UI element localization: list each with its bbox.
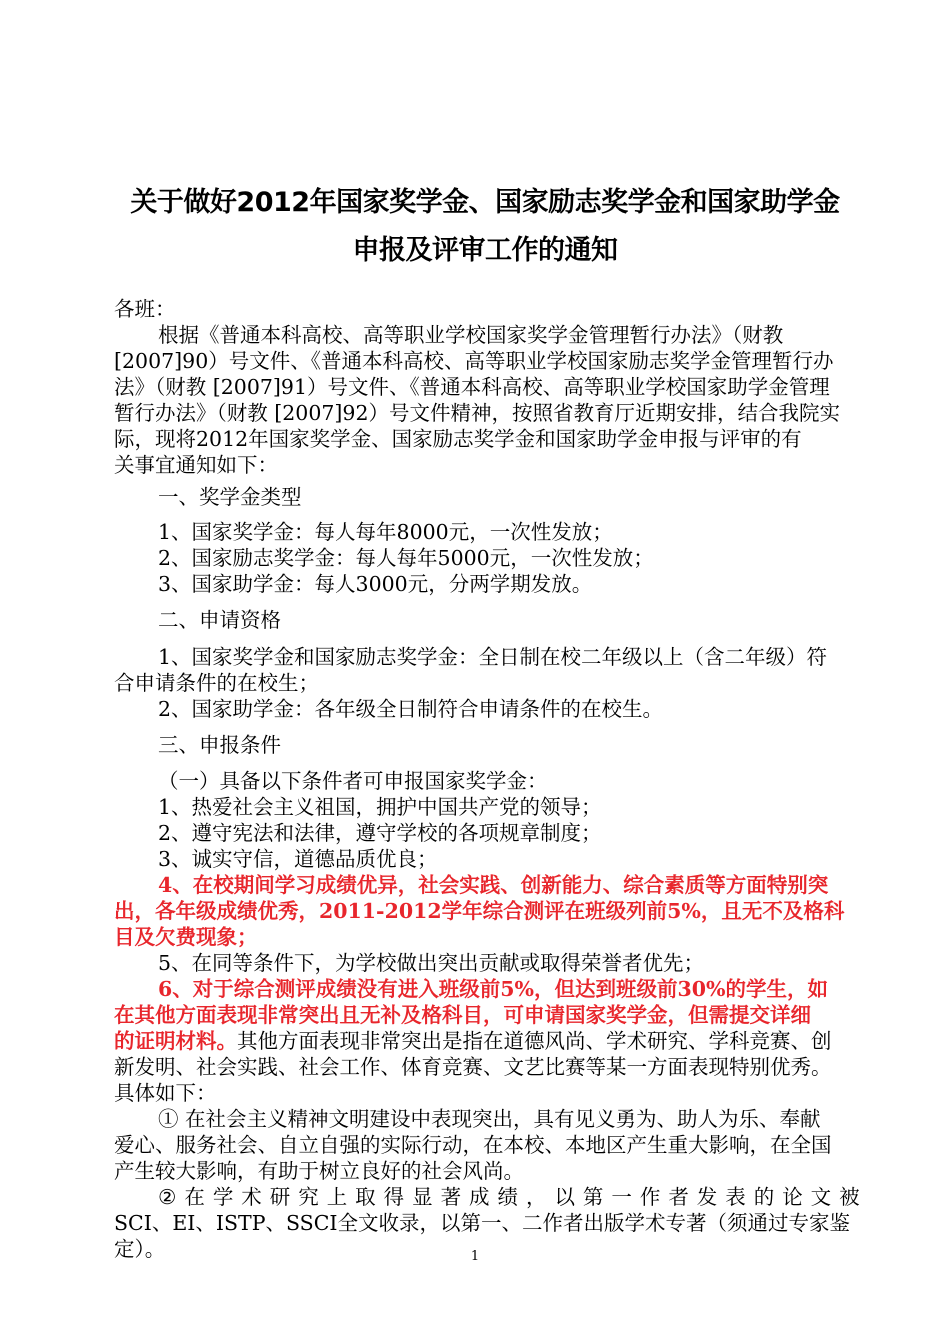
justified-char: 第	[582, 1185, 604, 1209]
page-number: 1	[470, 1249, 480, 1264]
paragraph-line: 产生较大影响，有助于树立良好的社会风尚。	[114, 1159, 524, 1183]
paragraph-line: 具体如下：	[114, 1081, 217, 1105]
plain-text: 其他方面表现非常突出是指在道德风尚、学术研究、学科竞赛、创	[237, 1029, 832, 1053]
justified-char: 以	[554, 1185, 575, 1209]
list-item: 1、热爱社会主义祖国，拥护中国共产党的领导；	[158, 795, 602, 819]
paragraph-line: 际，现将2012年国家奖学金、国家励志奖学金和国家助学金申报与评审的有	[114, 427, 802, 451]
list-item: 合申请条件的在校生；	[114, 671, 319, 695]
justified-char: 绩	[497, 1185, 519, 1209]
justified-char: ，	[525, 1185, 547, 1209]
list-item: 1、国家奖学金：每人每年8000元，一次性发放；	[158, 520, 613, 544]
justified-char: 学	[212, 1185, 234, 1209]
justified-char: ②	[158, 1185, 177, 1209]
subsection-heading: （一）具备以下条件者可申报国家奖学金：	[158, 769, 548, 793]
justified-char: 术	[241, 1185, 262, 1209]
justified-char: 取	[355, 1185, 376, 1209]
document-title-line-1: 关于做好2012年国家奖学金、国家励志奖学金和国家助学金	[130, 187, 840, 218]
highlighted-list-item: 6、对于综合测评成绩没有进入班级前5%，但达到班级前30%的学生，如	[158, 977, 829, 1001]
list-item: 2、国家励志奖学金：每人每年5000元，一次性发放；	[158, 546, 654, 570]
justified-paragraph-line	[158, 1184, 860, 1210]
paragraph-line: 根据《普通本科高校、高等职业学校国家奖学金管理暂行办法》（财教	[158, 323, 784, 347]
paragraph-line: 关事宜通知如下：	[114, 453, 278, 477]
section-heading: 三、申报条件	[158, 733, 281, 757]
justified-char: 上	[326, 1185, 348, 1209]
paragraph-line: 定）。	[114, 1237, 166, 1261]
section-heading: 二、申请资格	[158, 608, 281, 632]
mixed-paragraph-line	[114, 1028, 860, 1054]
justified-char: 作	[639, 1185, 661, 1209]
justified-char: 发	[696, 1185, 718, 1209]
list-item: 1、国家奖学金和国家励志奖学金：全日制在校二年级以上（含二年级）符	[158, 645, 828, 669]
document-title-line-2: 申报及评审工作的通知	[352, 235, 618, 266]
justified-char: 表	[725, 1185, 746, 1209]
list-item: 3、国家助学金：每人3000元，分两学期发放。	[158, 572, 593, 596]
justified-char: 显	[412, 1185, 433, 1209]
justified-char: 一	[611, 1185, 632, 1209]
section-heading: 一、奖学金类型	[158, 485, 302, 509]
justified-char: 的	[753, 1185, 775, 1209]
paragraph-line: 新发明、社会实践、社会工作、体育竞赛、文艺比赛等某一方面表现特别优秀。	[114, 1055, 832, 1079]
highlighted-list-item: 4、在校期间学习成绩优异，社会实践、创新能力、综合素质等方面特别突	[158, 873, 829, 897]
justified-char: 著	[440, 1185, 462, 1209]
list-item: 2、遵守宪法和法律，遵守学校的各项规章制度；	[158, 821, 602, 845]
paragraph-line: ① 在社会主义精神文明建设中表现突出，具有见义勇为、助人为乐、奉献	[158, 1107, 821, 1131]
list-item: 2、国家助学金：各年级全日制符合申请条件的在校生。	[158, 697, 664, 721]
highlighted-list-item: 目及欠费现象；	[114, 925, 258, 949]
justified-char: 究	[298, 1185, 319, 1209]
paragraph-line: 法》（财教 [2007]91）号文件、《普通本科高校、高等职业学校国家助学金管理	[114, 375, 830, 399]
list-item: 5、在同等条件下，为学校做出突出贡献或取得荣誉者优先；	[158, 951, 705, 975]
justified-char: 文	[810, 1185, 832, 1209]
justified-char: 研	[269, 1185, 291, 1209]
justified-char: 成	[469, 1185, 490, 1209]
paragraph-line: 爱心、服务社会、自立自强的实际行动，在本校、本地区产生重大影响，在全国	[114, 1133, 832, 1157]
justified-char: 在	[184, 1185, 205, 1209]
highlighted-text: 的证明材料。	[114, 1029, 237, 1053]
justified-char: 被	[839, 1185, 860, 1209]
justified-char: 得	[383, 1185, 405, 1209]
paragraph-line: [2007]90）号文件、《普通本科高校、高等职业学校国家励志奖学金管理暂行办	[114, 349, 834, 373]
paragraph-line: SCI、EI、ISTP、SSCI全文收录，以第一、二作者出版学术专著（须通过专家鉴	[114, 1211, 851, 1235]
highlighted-list-item: 出，各年级成绩优秀，2011-2012学年综合测评在班级列前5%，且无不及格科	[114, 899, 845, 923]
paragraph-line: 暂行办法》（财教 [2007]92）号文件精神，按照省教育厅近期安排，结合我院实	[114, 401, 841, 425]
justified-char: 者	[668, 1185, 689, 1209]
highlighted-list-item: 在其他方面表现非常突出且无补及格科目，可申请国家奖学金，但需提交详细	[114, 1003, 811, 1027]
list-item: 3、诚实守信，道德品质优良；	[158, 847, 438, 871]
salutation: 各班：	[114, 297, 176, 321]
justified-char: 论	[782, 1185, 803, 1209]
